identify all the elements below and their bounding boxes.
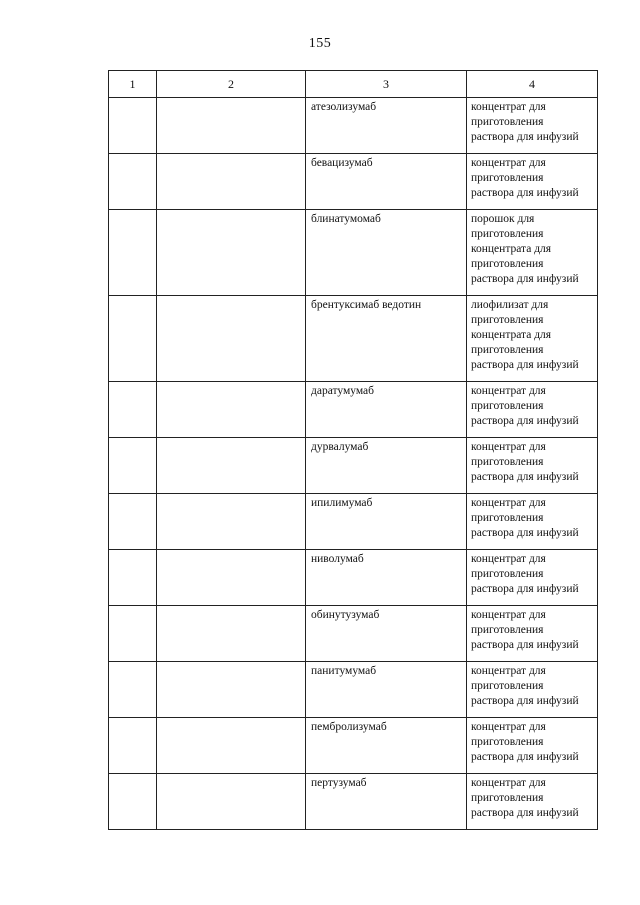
- drug-name: ипилимумаб: [311, 497, 373, 509]
- cell-drug-name: [306, 382, 467, 438]
- cell-col1: [109, 774, 157, 830]
- cell-drug-name: [306, 296, 467, 382]
- dosage-form: [467, 438, 597, 485]
- dosage-form-line: раствора для инфузий: [471, 415, 579, 427]
- dosage-form-line: раствора для инфузий: [471, 751, 579, 763]
- dosage-form: [467, 718, 597, 765]
- dosage-form: [467, 774, 597, 821]
- dosage-form-line: концентрат для: [471, 101, 546, 113]
- cell-col1: [109, 550, 157, 606]
- table-header: [109, 71, 598, 98]
- cell-dosage-form: [467, 98, 598, 154]
- cell-drug-name: [306, 550, 467, 606]
- cell-drug-name: [306, 98, 467, 154]
- cell-col2: [157, 98, 306, 154]
- column-header-4: 4: [467, 71, 598, 98]
- cell-col1: [109, 606, 157, 662]
- cell-dosage-form: [467, 662, 598, 718]
- column-header-2: 2: [157, 71, 306, 98]
- cell-col2: [157, 154, 306, 210]
- dosage-form: [467, 606, 597, 653]
- dosage-form-line: раствора для инфузий: [471, 583, 579, 595]
- table-row: [109, 662, 598, 718]
- cell-col1: [109, 296, 157, 382]
- dosage-form-line: раствора для инфузий: [471, 131, 579, 143]
- cell-col1: [109, 98, 157, 154]
- cell-drug-name: [306, 494, 467, 550]
- dosage-form: [467, 154, 597, 201]
- drug-name: пертузумаб: [311, 777, 367, 789]
- dosage-form-line: раствора для инфузий: [471, 695, 579, 707]
- column-header-1: 1: [109, 71, 157, 98]
- dosage-form-line: приготовления: [471, 456, 544, 468]
- cell-col2: [157, 382, 306, 438]
- cell-dosage-form: [467, 296, 598, 382]
- dosage-form-line: приготовления: [471, 512, 544, 524]
- dosage-form: [467, 98, 597, 145]
- table-row: [109, 550, 598, 606]
- cell-col2: [157, 438, 306, 494]
- dosage-form: [467, 662, 597, 709]
- drug-name: ниволумаб: [311, 553, 364, 565]
- cell-drug-name: [306, 606, 467, 662]
- dosage-form-line: лиофилизат для: [471, 299, 549, 311]
- dosage-form-line: концентрат для: [471, 721, 546, 733]
- dosage-form-line: приготовления: [471, 228, 544, 240]
- cell-dosage-form: [467, 494, 598, 550]
- dosage-form-line: концентрат для: [471, 665, 546, 677]
- drug-name: блинатумомаб: [311, 213, 381, 225]
- drug-name: даратумумаб: [311, 385, 375, 397]
- dosage-form: [467, 550, 597, 597]
- cell-dosage-form: [467, 606, 598, 662]
- table-row: [109, 774, 598, 830]
- dosage-form-line: приготовления: [471, 344, 544, 356]
- cell-drug-name: [306, 718, 467, 774]
- dosage-form-line: приготовления: [471, 172, 544, 184]
- dosage-form-line: приготовления: [471, 792, 544, 804]
- dosage-form-line: раствора для инфузий: [471, 807, 579, 819]
- cell-dosage-form: [467, 210, 598, 296]
- cell-drug-name: [306, 154, 467, 210]
- dosage-form-line: приготовления: [471, 680, 544, 692]
- drug-name: обинутузумаб: [311, 609, 380, 621]
- table-row: [109, 98, 598, 154]
- cell-drug-name: [306, 210, 467, 296]
- dosage-form-line: приготовления: [471, 400, 544, 412]
- cell-dosage-form: [467, 438, 598, 494]
- table-row: [109, 210, 598, 296]
- dosage-form-line: приготовления: [471, 314, 544, 326]
- drug-name: пембролизумаб: [311, 721, 387, 733]
- cell-col1: [109, 438, 157, 494]
- dosage-form-line: приготовления: [471, 116, 544, 128]
- page-number: 155: [308, 36, 332, 51]
- cell-col1: [109, 662, 157, 718]
- cell-col2: [157, 662, 306, 718]
- dosage-form-line: концентрат для: [471, 157, 546, 169]
- dosage-form-line: концентрат для: [471, 441, 546, 453]
- cell-col2: [157, 718, 306, 774]
- dosage-form: [467, 382, 597, 429]
- dosage-form-line: раствора для инфузий: [471, 187, 579, 199]
- cell-dosage-form: [467, 382, 598, 438]
- dosage-form-line: концентрат для: [471, 609, 546, 621]
- drug-table: [108, 70, 598, 830]
- table-row: [109, 382, 598, 438]
- dosage-form-line: концентрат для: [471, 497, 546, 509]
- dosage-form-line: концентрат для: [471, 385, 546, 397]
- dosage-form-line: порошок для: [471, 213, 535, 225]
- dosage-form: [467, 296, 597, 373]
- cell-col2: [157, 296, 306, 382]
- drug-name: атезолизумаб: [311, 101, 377, 113]
- dosage-form-line: приготовления: [471, 258, 544, 270]
- drug-name: брентуксимаб ведотин: [311, 299, 422, 311]
- dosage-form-line: концентрат для: [471, 777, 546, 789]
- dosage-form-line: раствора для инфузий: [471, 471, 579, 483]
- column-header-3: 3: [306, 71, 467, 98]
- table-row: [109, 718, 598, 774]
- table-body: [109, 98, 598, 830]
- drug-name: бевацизумаб: [311, 157, 373, 169]
- dosage-form-line: раствора для инфузий: [471, 359, 579, 371]
- table-row: [109, 438, 598, 494]
- cell-dosage-form: [467, 774, 598, 830]
- cell-dosage-form: [467, 550, 598, 606]
- dosage-form-line: приготовления: [471, 624, 544, 636]
- cell-col1: [109, 494, 157, 550]
- table-row: [109, 296, 598, 382]
- dosage-form-line: концентрат для: [471, 553, 546, 565]
- cell-col2: [157, 774, 306, 830]
- dosage-form-line: приготовления: [471, 568, 544, 580]
- dosage-form-line: раствора для инфузий: [471, 639, 579, 651]
- cell-dosage-form: [467, 718, 598, 774]
- cell-dosage-form: [467, 154, 598, 210]
- cell-col2: [157, 494, 306, 550]
- cell-drug-name: [306, 438, 467, 494]
- dosage-form-line: раствора для инфузий: [471, 273, 579, 285]
- table-header-row: [109, 71, 598, 98]
- cell-col2: [157, 550, 306, 606]
- cell-col1: [109, 718, 157, 774]
- dosage-form-line: концентрата для: [471, 243, 552, 255]
- cell-col1: [109, 210, 157, 296]
- dosage-form-line: раствора для инфузий: [471, 527, 579, 539]
- cell-col2: [157, 210, 306, 296]
- cell-col1: [109, 382, 157, 438]
- table-row: [109, 154, 598, 210]
- table-row: [109, 494, 598, 550]
- cell-drug-name: [306, 774, 467, 830]
- dosage-form: [467, 210, 597, 287]
- cell-col2: [157, 606, 306, 662]
- dosage-form-line: концентрата для: [471, 329, 552, 341]
- cell-col1: [109, 154, 157, 210]
- dosage-form: [467, 494, 597, 541]
- drug-name: панитумумаб: [311, 665, 377, 677]
- table-row: [109, 606, 598, 662]
- cell-drug-name: [306, 662, 467, 718]
- dosage-form-line: приготовления: [471, 736, 544, 748]
- drug-name: дурвалумаб: [311, 441, 369, 453]
